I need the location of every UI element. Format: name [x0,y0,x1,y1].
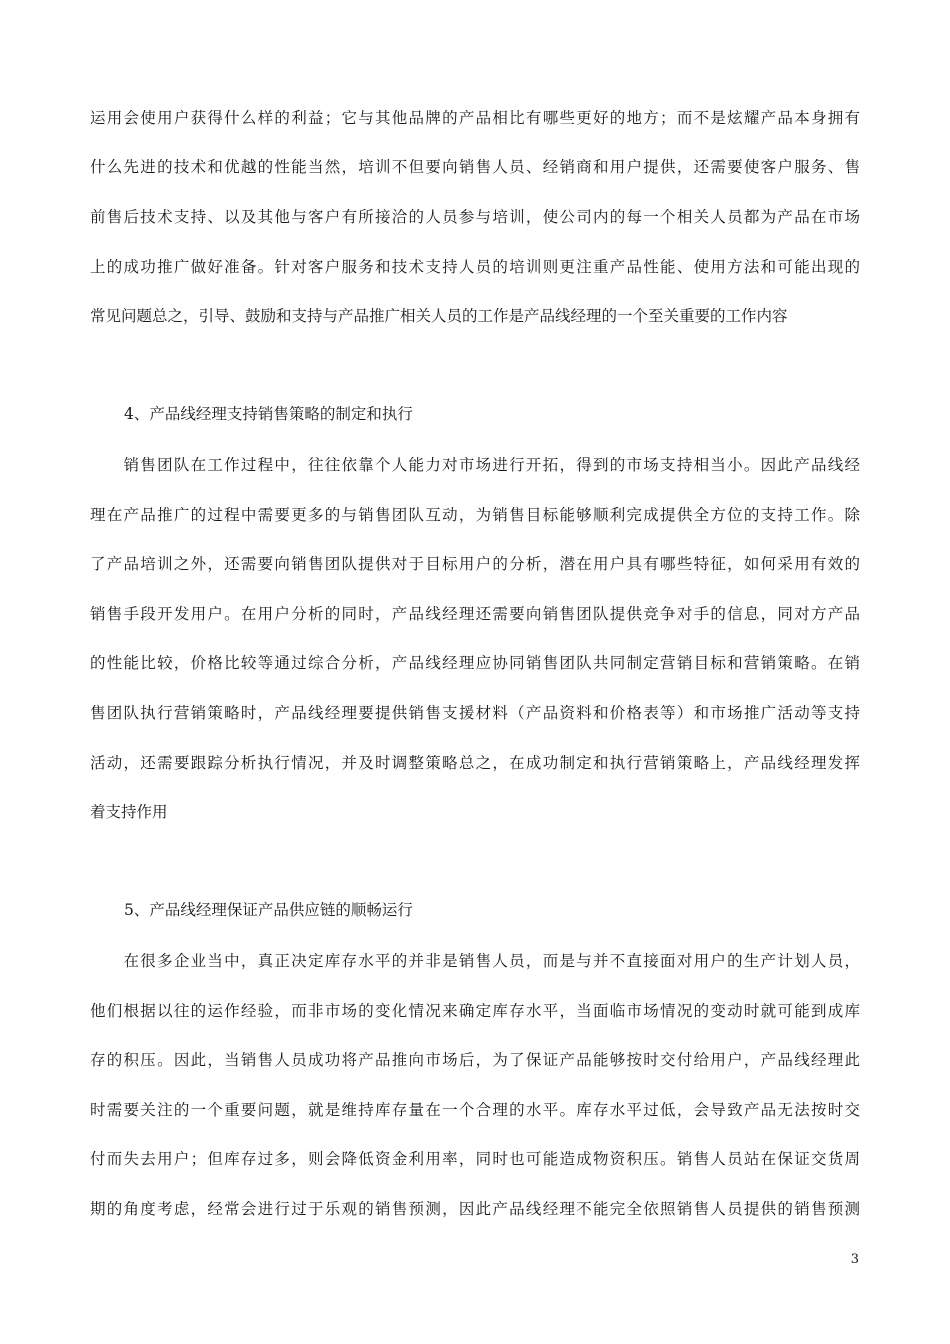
section-4-line-5: 的性能比较，价格比较等通过综合分析，产品线经理应协同销售团队共同制定营销目标和营销策略。在销 [90,654,860,672]
section-4-line-7: 活动，还需要跟踪分析执行情况，并及时调整策略总之，在成功制定和执行营销策略上，产品线经理发挥 [90,754,860,772]
section-5-heading: 5、产品线经理保证产品供应链的顺畅运行 [124,901,413,919]
section-4-heading: 4、产品线经理支持销售策略的制定和执行 [124,405,413,423]
section-5-line-4: 时需要关注的一个重要问题，就是维持库存量在一个合理的水平。库存水平过低，会导致产品无法按时交 [90,1101,860,1119]
section-5-line-6: 期的角度考虑，经常会进行过于乐观的销售预测，因此产品线经理不能完全依照销售人员提供的销售预测 [90,1200,860,1218]
paragraph-1-line-2: 什么先进的技术和优越的性能当然，培训不但要向销售人员、经销商和用户提供，还需要使客户服务、售 [90,158,860,176]
section-5-line-5: 付而失去用户；但库存过多，则会降低资金利用率，同时也可能造成物资积压。销售人员站在保证交货周 [90,1150,860,1168]
paragraph-1-line-1: 运用会使用户获得什么样的利益；它与其他品牌的产品相比有哪些更好的地方；而不是炫耀产品本身拥有 [90,109,860,127]
section-5-line-3: 存的积压。因此，当销售人员成功将产品推向市场后，为了保证产品能够按时交付给用户，产品线经理此 [90,1051,860,1069]
section-4-line-1: 销售团队在工作过程中，往往依靠个人能力对市场进行开拓，得到的市场支持相当小。因此产品线经 [90,456,860,474]
section-4-line-4: 销售手段开发用户。在用户分析的同时，产品线经理还需要向销售团队提供竞争对手的信息，同对方产品 [90,605,860,623]
section-4-line-8: 着支持作用 [90,803,168,821]
section-4-line-2: 理在产品推广的过程中需要更多的与销售团队互动，为销售目标能够顺利完成提供全方位的支持工作。除 [90,506,860,524]
section-4-line-6: 售团队执行营销策略时，产品线经理要提供销售支援材料（产品资料和价格表等）和市场推广活动等支持 [90,704,860,722]
page-number: 3 [850,1252,859,1267]
section-5-line-1: 在很多企业当中，真正决定库存水平的并非是销售人员，而是与并不直接面对用户的生产计划人员， [90,952,860,970]
section-4-line-3: 了产品培训之外，还需要向销售团队提供对于目标用户的分析，潜在用户具有哪些特征，如何采用有效的 [90,555,860,573]
paragraph-1-line-3: 前售后技术支持、以及其他与客户有所接洽的人员参与培训，使公司内的每一个相关人员都为产品在市场 [90,208,860,226]
paragraph-1-line-5: 常见问题总之，引导、鼓励和支持与产品推广相关人员的工作是产品线经理的一个至关重要的工作内容 [90,307,788,325]
paragraph-1-line-4: 上的成功推广做好准备。针对客户服务和技术支持人员的培训则更注重产品性能、使用方法和可能出现的 [90,258,860,276]
section-5-line-2: 他们根据以往的运作经验，而非市场的变化情况来确定库存水平，当面临市场情况的变动时就可能到成库 [90,1002,860,1020]
